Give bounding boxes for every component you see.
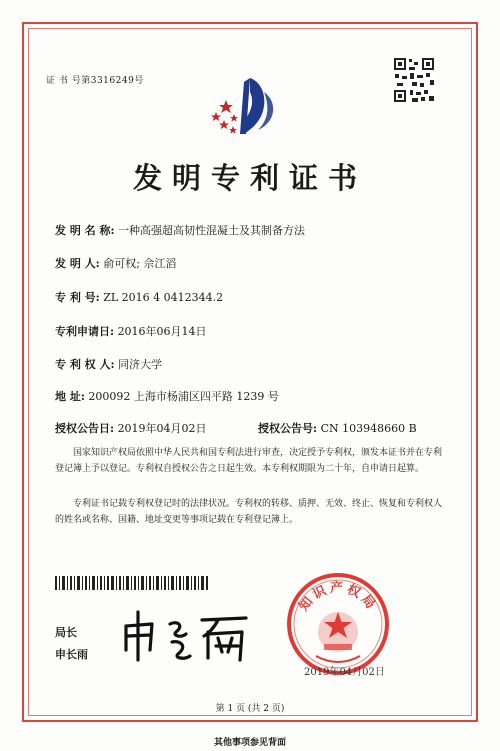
patentee-value: 同济大学 bbox=[118, 358, 163, 371]
invention-name-value: 一种高强超高韧性混凝土及其制备方法 bbox=[118, 224, 306, 237]
invention-name-label: 发 明 名 称: bbox=[55, 224, 115, 237]
page-number: 第 1 页 (共 2 页) bbox=[215, 704, 285, 714]
invention-name-row bbox=[55, 222, 305, 238]
patent-number-row bbox=[55, 289, 223, 305]
certificate-number: 证 书 号第3316249号 bbox=[46, 76, 144, 86]
grant-number-label: 授权公告号: bbox=[258, 422, 318, 435]
grant-statement-text: 国家知识产权局依照中华人民共和国专利法进行审查，决定授予专利权，颁发本证书并在专利登记簿上予以登记。专利权自授权公告之日起生效。本专利权期限为二十年，自申请日起算。 bbox=[55, 448, 443, 474]
registration-statement bbox=[55, 496, 445, 528]
patentee-label: 专 利 权 人: bbox=[55, 358, 115, 371]
address-row bbox=[55, 388, 279, 404]
registration-statement-text: 专利证书记载专利权登记时的法律状况。专利权的转移、质押、无效、终止、恢复和专利权人的姓名或名称、国籍、地址变更等事项记载在专利登记簿上。 bbox=[55, 499, 443, 525]
qr-code-icon bbox=[392, 56, 436, 104]
certificate-title: 发明专利证书 bbox=[132, 161, 367, 195]
address-value: 200092 上海市杨浦区四平路 1239 号 bbox=[88, 390, 279, 403]
grant-date-row bbox=[55, 420, 207, 436]
inventor-value: 俞可权; 佘江滔 bbox=[103, 257, 177, 270]
grant-number-row bbox=[258, 420, 417, 436]
signatory-title: 局长 bbox=[55, 626, 77, 639]
grant-date-value: 2019年04月02日 bbox=[117, 422, 207, 435]
signatory-name: 申长雨 bbox=[55, 648, 88, 661]
filing-date-value: 2016年06月14日 bbox=[117, 325, 207, 338]
seal-text: 知识产权局 bbox=[296, 581, 380, 615]
grant-date-label: 授权公告日: bbox=[55, 422, 115, 435]
grant-number-value: CN 103948660 B bbox=[320, 422, 417, 435]
filing-date-label: 专利申请日: bbox=[55, 325, 115, 338]
inventor-row bbox=[55, 255, 176, 271]
filing-date-row bbox=[55, 323, 207, 339]
patent-number-value: ZL 2016 4 0412344.2 bbox=[103, 291, 224, 304]
handwritten-signature-icon bbox=[118, 606, 268, 668]
patent-number-label: 专 利 号: bbox=[55, 291, 100, 304]
patent-office-emblem-icon bbox=[206, 70, 296, 140]
barcode-icon bbox=[55, 576, 210, 590]
inventor-label: 发 明 人: bbox=[55, 257, 100, 270]
address-label: 地 址: bbox=[55, 390, 85, 403]
official-seal-icon bbox=[286, 572, 390, 676]
grant-statement bbox=[55, 445, 445, 477]
seal-date: 2019年04月02日 bbox=[304, 667, 385, 678]
footer-note: 其他事项参见背面 bbox=[213, 738, 286, 748]
patentee-row bbox=[55, 356, 162, 372]
